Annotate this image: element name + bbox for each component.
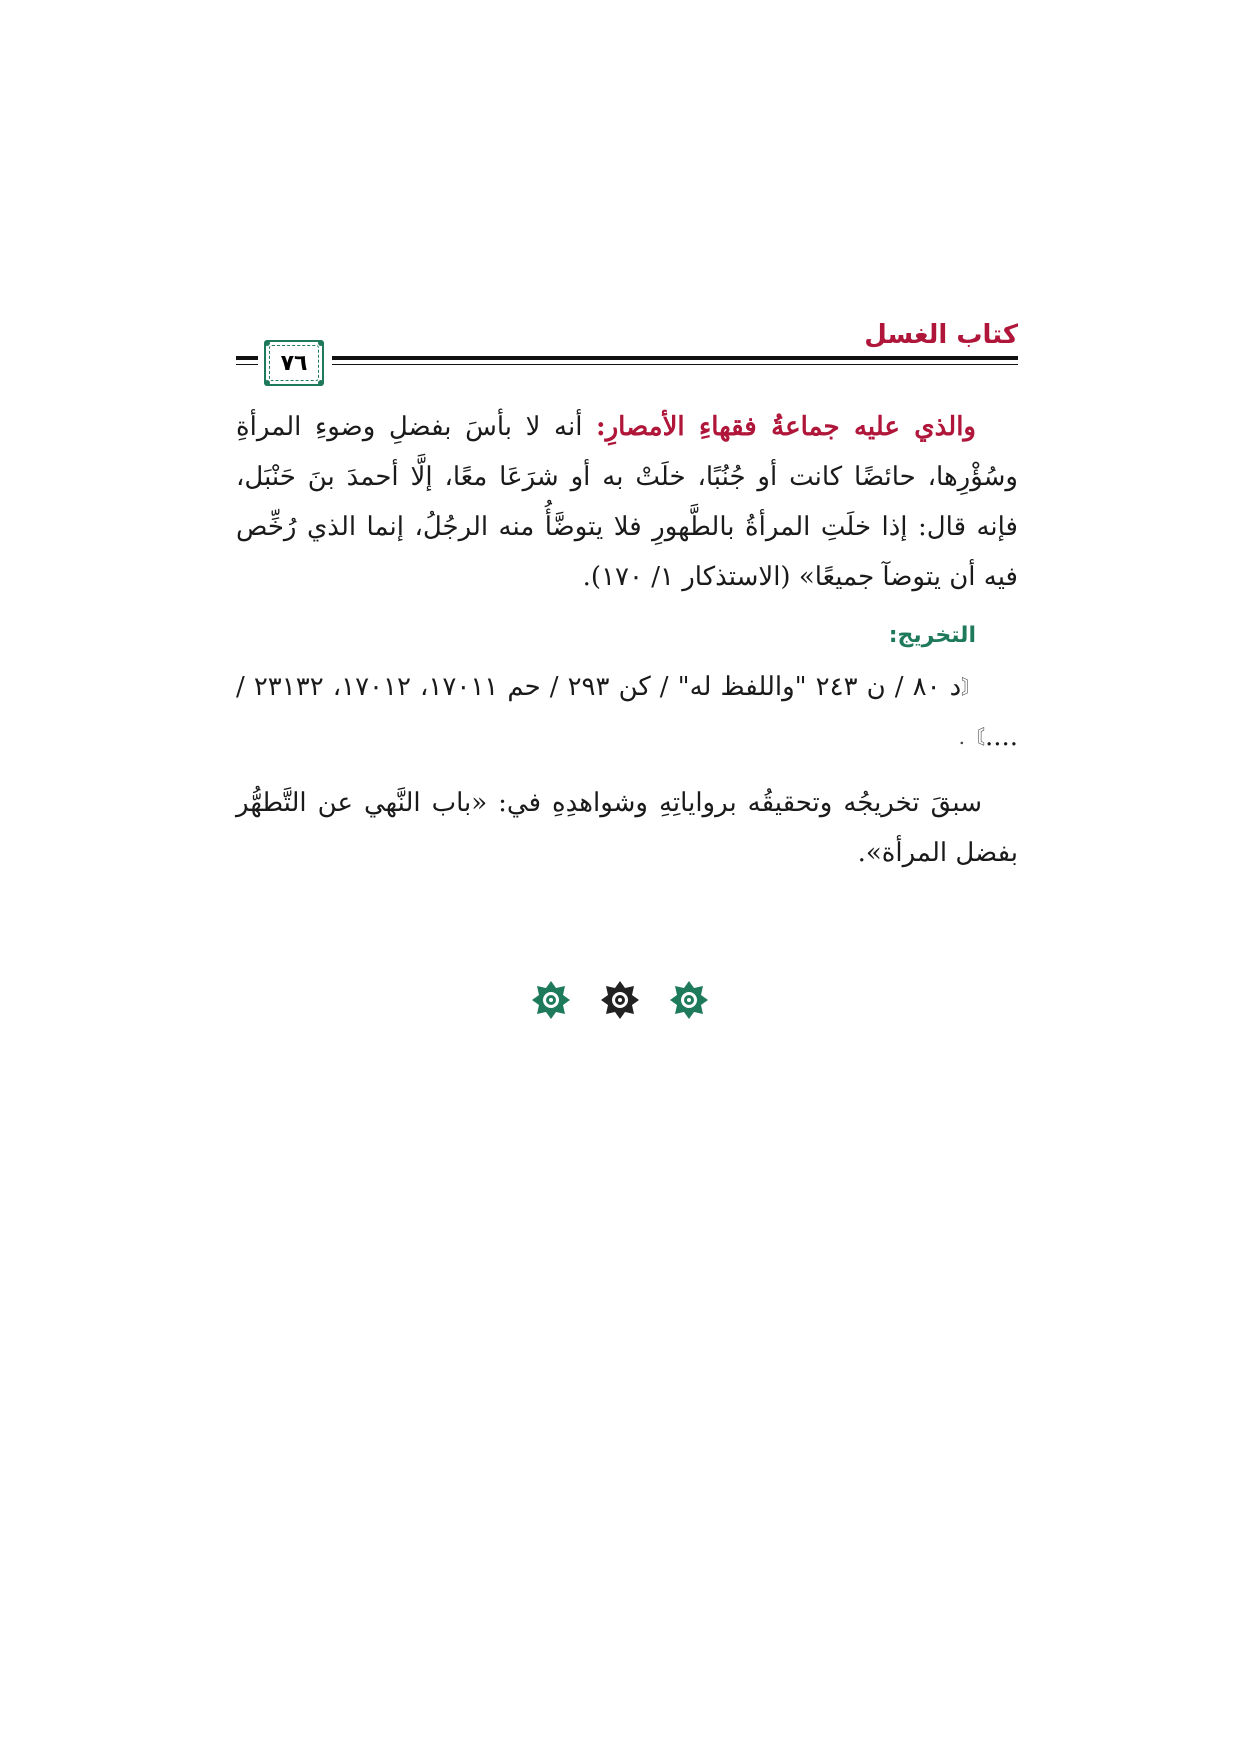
header-rule-left-thick <box>236 356 258 360</box>
bracket-close: 〙. <box>958 725 985 749</box>
page-number-badge <box>264 340 324 386</box>
star-ornament-icon <box>531 980 571 1020</box>
header-rule-left-thin <box>236 364 258 365</box>
bracket-open: 〘 <box>961 675 983 699</box>
page-number: ٧٦ <box>280 351 308 376</box>
section-end-ornaments <box>0 980 1240 1020</box>
star-ornament-icon <box>669 980 709 1020</box>
highlighted-phrase: والذي عليه جماعةُ فقهاءِ الأمصارِ: <box>596 412 976 442</box>
header-rule-thin <box>332 364 1018 365</box>
star-ornament-icon <box>600 980 640 1020</box>
paragraph-text: أنه لا بأسَ بفضلِ وضوءِ المرأةِ وسُؤْرِها، حائضًا كانت أو جُنُبًا، خلَتْ به أو شرَعَا معًا، إلَّا أحمدَ بنَ حَنْبَل، فإنه قال: إذا خلَتِ المرأةُ بالطَّهورِ فلا يتوضَّأُ منه الرجُلُ، إنما الذي رُخِّص فيه أن يتوضآ جميعًا» (الاستذكار ١/ ١٧٠). <box>236 412 1018 592</box>
main-paragraph <box>236 402 1018 602</box>
section-heading-takhrij: التخريج: <box>888 623 976 648</box>
closing-paragraph: سبقَ تخريجُه وتحقيقُه برواياتِهِ وشواهدِهِ في: «باب النَّهي عن التَّطهُّر بفضل المرأة». <box>236 788 1018 868</box>
badge-corner-icon <box>318 380 324 386</box>
book-title: كتاب الغسل <box>864 320 1018 350</box>
takhrij-references <box>236 662 1018 762</box>
badge-corner-icon <box>264 380 270 386</box>
page-header <box>236 318 1018 388</box>
page-content <box>236 402 1018 878</box>
header-rule-thick <box>332 356 1018 360</box>
badge-corner-icon <box>264 340 270 346</box>
badge-corner-icon <box>318 340 324 346</box>
takhrij-text: د ٨٠ / ن ٢٤٣ "واللفظ له" / كن ٢٩٣ / حم ١٧٠١١، ١٧٠١٢، ٢٣١٣٢ / .... <box>236 672 1018 752</box>
